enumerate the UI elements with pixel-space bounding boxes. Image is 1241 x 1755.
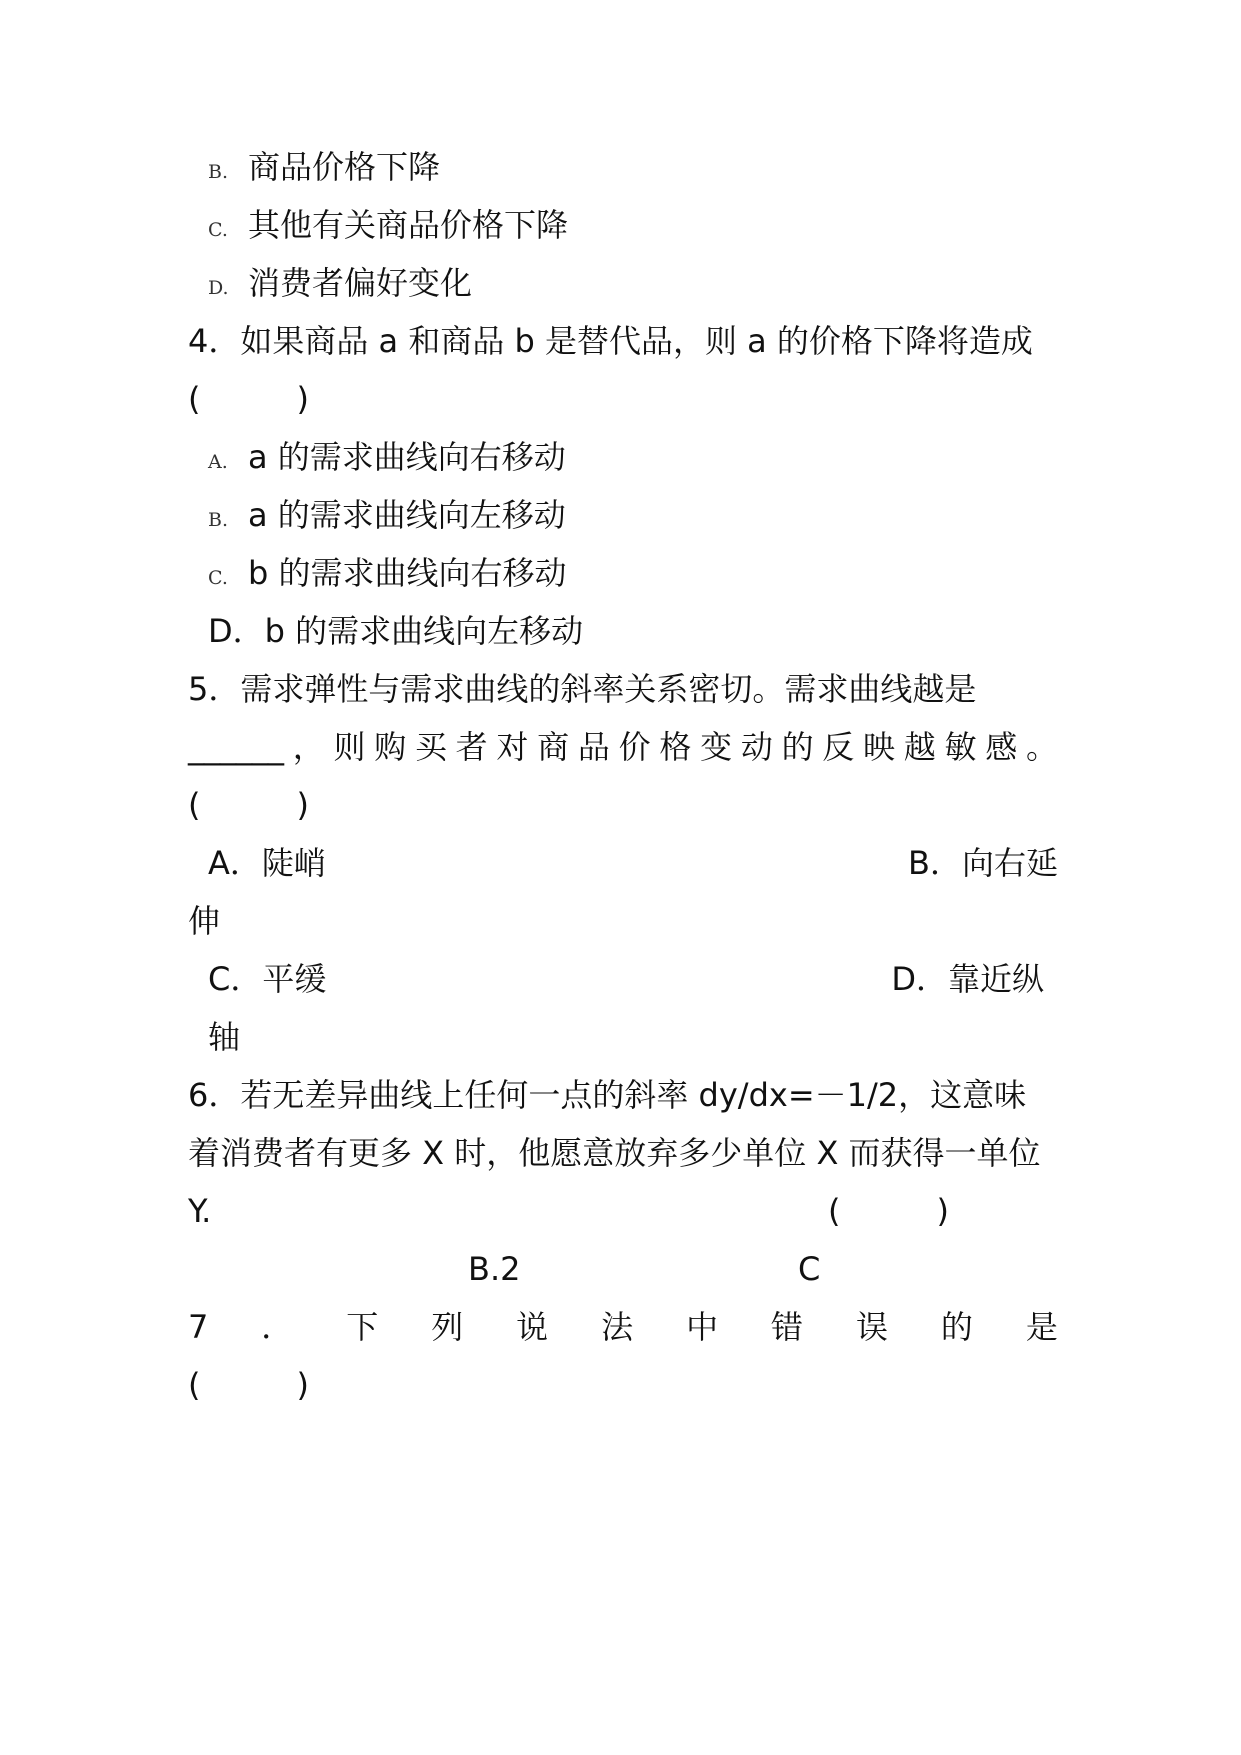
option-text: 消费者偏好变化 xyxy=(248,264,473,302)
q7-char: 7 xyxy=(188,1308,209,1346)
q7-char: 法 xyxy=(601,1308,634,1346)
q4-stem: 4．如果商品 a 和商品 b 是替代品，则 a 的价格下降将造成 xyxy=(188,322,1033,360)
q4-option-c xyxy=(208,553,567,598)
option-label: B. xyxy=(208,161,229,183)
q5-option-b-continued: 伸 xyxy=(188,902,221,940)
q5-option-d: D．靠近纵 xyxy=(891,960,1044,998)
q3-option-d xyxy=(208,263,472,308)
q7-char: 是 xyxy=(1025,1308,1058,1346)
q6-option-c: C xyxy=(798,1250,821,1288)
q5-stem-continued: ______，则购买者对商品价格变动的反映越敏感。 xyxy=(188,728,1058,766)
q7-char: ． xyxy=(261,1308,294,1346)
option-text: 商品价格下降 xyxy=(248,148,441,186)
option-label: D. xyxy=(208,277,229,299)
q7-char: 中 xyxy=(686,1308,719,1346)
q7-char: 的 xyxy=(940,1308,973,1346)
q3-option-b xyxy=(208,147,440,192)
option-label: A. xyxy=(208,451,228,473)
q7-char: 列 xyxy=(431,1308,464,1346)
q7-char: 说 xyxy=(516,1308,549,1346)
q4-option-d: D．b 的需求曲线向左移动 xyxy=(208,612,584,650)
q7-char: 误 xyxy=(855,1308,888,1346)
q7-char: 错 xyxy=(771,1308,804,1346)
q5-answer-paren: ( ) xyxy=(188,786,309,824)
option-text: 其他有关商品价格下降 xyxy=(248,206,569,244)
q5-option-c: C．平缓 xyxy=(208,960,327,998)
q6-answer-paren: ( ) xyxy=(828,1192,949,1230)
q6-stem-continued: 着消费者有更多 X 时，他愿意放弃多少单位 X 而获得一单位 xyxy=(188,1134,1041,1172)
q4-option-a xyxy=(208,437,566,482)
option-text: a 的需求曲线向右移动 xyxy=(248,438,566,476)
q6-stem: 6．若无差异曲线上任何一点的斜率 dy/dx=－1/2，这意味 xyxy=(188,1076,1027,1114)
q5-option-b: B．向右延 xyxy=(908,844,1058,882)
option-label: B. xyxy=(208,509,229,531)
q4-option-b xyxy=(208,495,566,540)
q7-char: 下 xyxy=(346,1308,379,1346)
q5-option-d-continued: 轴 xyxy=(208,1018,241,1056)
q6-option-b: B.2 xyxy=(468,1250,521,1288)
q5-stem: 5．需求弹性与需求曲线的斜率关系密切。需求曲线越是 xyxy=(188,670,977,708)
q6-stem-end: Y. xyxy=(188,1192,212,1230)
q4-answer-paren: ( ) xyxy=(188,380,309,418)
option-text: a 的需求曲线向左移动 xyxy=(248,496,566,534)
option-label: C. xyxy=(208,567,228,589)
q7-answer-paren: ( ) xyxy=(188,1366,309,1404)
option-label: C. xyxy=(208,219,228,241)
q5-option-a: A．陡峭 xyxy=(208,844,326,882)
q3-option-c xyxy=(208,205,568,250)
q7-stem xyxy=(188,1307,1058,1347)
option-text: b 的需求曲线向右移动 xyxy=(248,554,567,592)
